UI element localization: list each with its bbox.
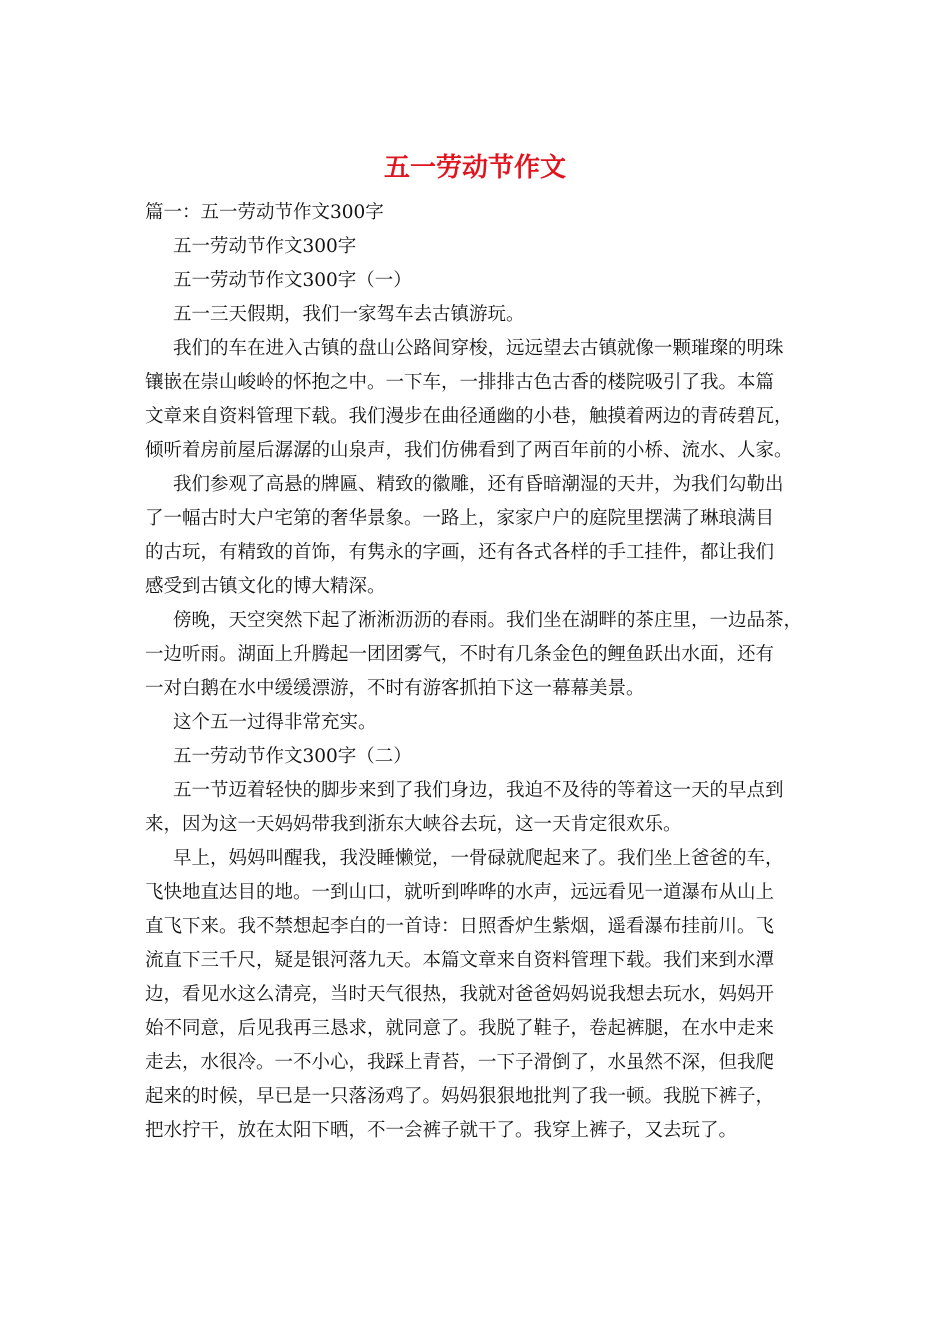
- text-line: 始不同意，后见我再三恳求，就同意了。我脱了鞋子，卷起裤腿，在水中走来: [145, 1018, 775, 1039]
- text-line: 起来的时候，早已是一只落汤鸡了。妈妈狠狠地批判了我一顿。我脱下裤子，: [145, 1086, 775, 1107]
- text-line: 五一劳动节作文300字（二）: [173, 746, 412, 767]
- text-line: 的古玩，有精致的首饰，有隽永的字画，还有各式各样的手工挂件，都让我们: [145, 542, 775, 563]
- text-line: 五一节迈着轻快的脚步来到了我们身边，我迫不及待的等着这一天的早点到: [173, 780, 784, 801]
- text-line: 五一劳动节作文300字: [173, 236, 357, 257]
- text-line: 五一劳动节作文300字（一）: [173, 270, 412, 291]
- text-line: 直飞下来。我不禁想起李白的一首诗：日照香炉生紫烟，遥看瀑布挂前川。飞: [145, 916, 775, 937]
- text-line: 我们的车在进入古镇的盘山公路间穿梭，远远望去古镇就像一颗璀璨的明珠: [173, 338, 784, 359]
- text-line: 文章来自资料管理下载。我们漫步在曲径通幽的小巷，触摸着两边的青砖碧瓦，: [145, 406, 793, 427]
- text-line: 了一幅古时大户宅第的奢华景象。一路上，家家户户的庭院里摆满了琳琅满目: [145, 508, 775, 529]
- text-line: 来，因为这一天妈妈带我到浙东大峡谷去玩，这一天肯定很欢乐。: [145, 814, 682, 835]
- text-line: 这个五一过得非常充实。: [173, 712, 377, 733]
- text-line: 我们参观了高悬的牌匾、精致的徽雕，还有昏暗潮湿的天井，为我们勾勒出: [173, 474, 784, 495]
- text-line: 一边听雨。湖面上升腾起一团团雾气，不时有几条金色的鲤鱼跃出水面，还有: [145, 644, 775, 665]
- text-line: 边，看见水这么清亮，当时天气很热，我就对爸爸妈妈说我想去玩水，妈妈开: [145, 984, 775, 1005]
- text-line: 傍晚，天空突然下起了淅淅沥沥的春雨。我们坐在湖畔的茶庄里，一边品茶，: [173, 610, 803, 631]
- text-line: 感受到古镇文化的博大精深。: [145, 576, 386, 597]
- text-line: 一对白鹅在水中缓缓漂游，不时有游客抓拍下这一幕幕美景。: [145, 678, 645, 699]
- text-line: 五一三天假期，我们一家驾车去古镇游玩。: [173, 304, 525, 325]
- text-line: 飞快地直达目的地。一到山口，就听到哗哗的水声，远远看见一道瀑布从山上: [145, 882, 775, 903]
- text-line: 走去，水很冷。一不小心，我踩上青苔，一下子滑倒了，水虽然不深，但我爬: [145, 1052, 775, 1073]
- text-line: 把水拧干，放在太阳下晒，不一会裤子就干了。我穿上裤子，又去玩了。: [145, 1120, 738, 1141]
- text-line: 镶嵌在崇山峻岭的怀抱之中。一下车，一排排古色古香的楼院吸引了我。本篇: [145, 372, 775, 393]
- text-line: 流直下三千尺，疑是银河落九天。本篇文章来自资料管理下载。我们来到水潭: [145, 950, 775, 971]
- text-line: 倾听着房前屋后潺潺的山泉声，我们仿佛看到了两百年前的小桥、流水、人家。: [145, 440, 793, 461]
- text-line: 早上，妈妈叫醒我，我没睡懒觉，一骨碌就爬起来了。我们坐上爸爸的车，: [173, 848, 784, 869]
- document-title: 五一劳动节作文: [383, 153, 566, 183]
- text-line: 篇一：五一劳动节作文300字: [145, 202, 384, 223]
- document-body: [145, 196, 825, 1148]
